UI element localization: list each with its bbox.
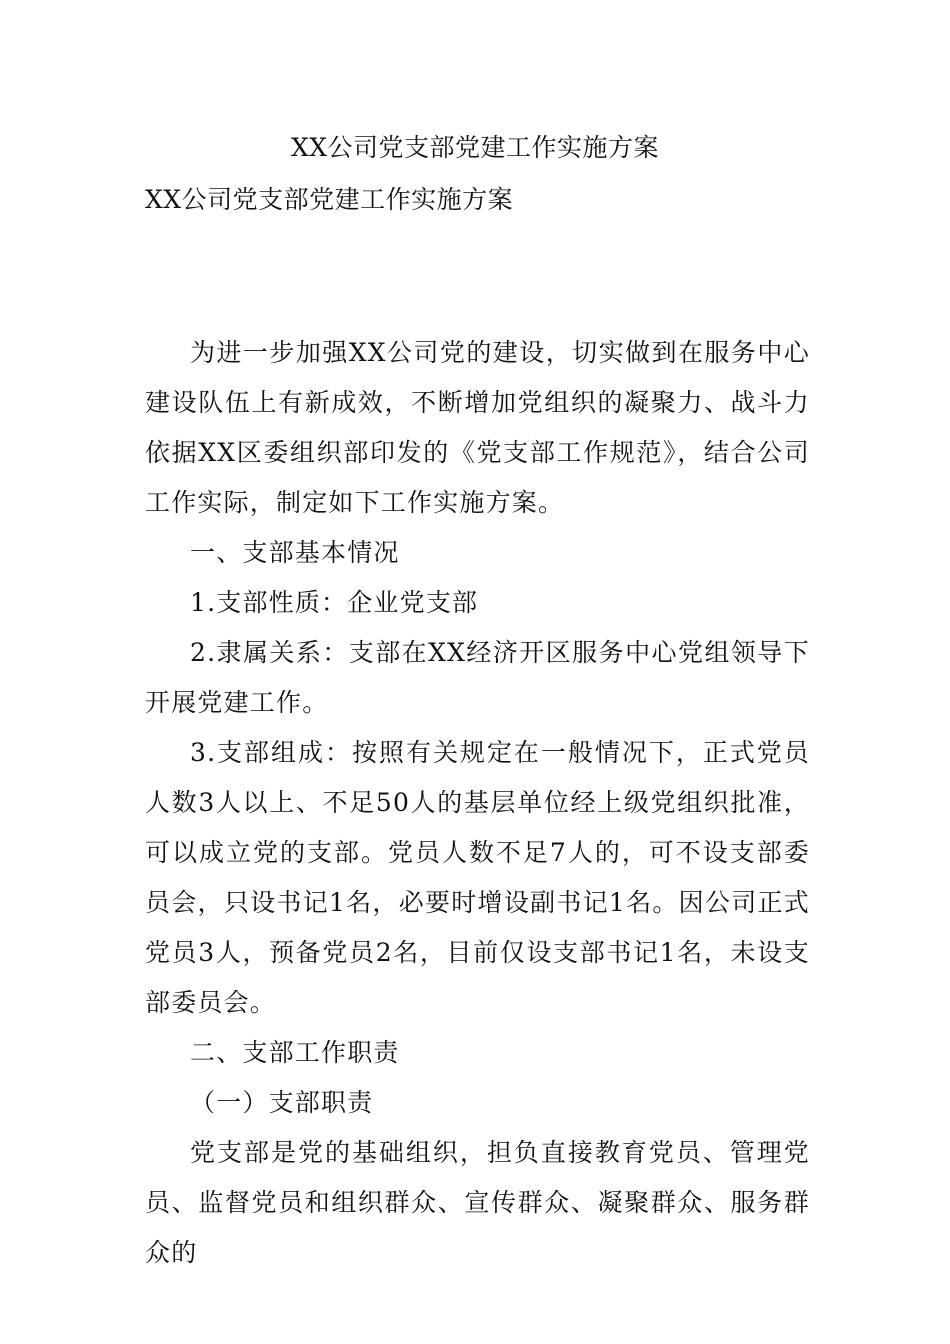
paragraph-intro: 为进一步加强XX公司党的建设，切实做到在服务中心建设队伍上有新成效，不断增加党组织的凝聚力、战斗力依据XX区委组织部印发的《党支部工作规范》，结合公司工作实际，制定如下工作实施方案。 <box>145 338 810 517</box>
subsection-heading-branch-duties: （一）支部职责 <box>190 1088 374 1117</box>
document-subtitle: XX公司党支部党建工作实施方案 <box>145 185 514 214</box>
paragraph-branch-duties: 党支部是党的基础组织，担负直接教育党员、管理党员、监督党员和组织群众、宣传群众、凝聚群众、服务群众的 <box>145 1138 810 1267</box>
paragraph-composition: 3.支部组成：按照有关规定在一般情况下，正式党员人数3人以上、不足50人的基层单位经上级党组织批准，可以成立党的支部。党员人数不足7人的，可不设支部委员会，只设书记1名，必要时增设副书记1名。因公司正式党员3人，预备党员2名，目前仅设支部书记1名，未设支部委员会。 <box>145 738 810 1017</box>
document-body <box>145 328 810 1278</box>
paragraph-affiliation: 2.隶属关系：支部在XX经济开区服务中心党组领导下开展党建工作。 <box>145 638 810 717</box>
document-title: XX公司党支部党建工作实施方案 <box>290 133 660 162</box>
paragraph-branch-nature: 1.支部性质：企业党支部 <box>190 588 479 617</box>
section-heading-duties: 二、支部工作职责 <box>190 1038 400 1067</box>
section-heading-basic-info: 一、支部基本情况 <box>190 538 400 567</box>
